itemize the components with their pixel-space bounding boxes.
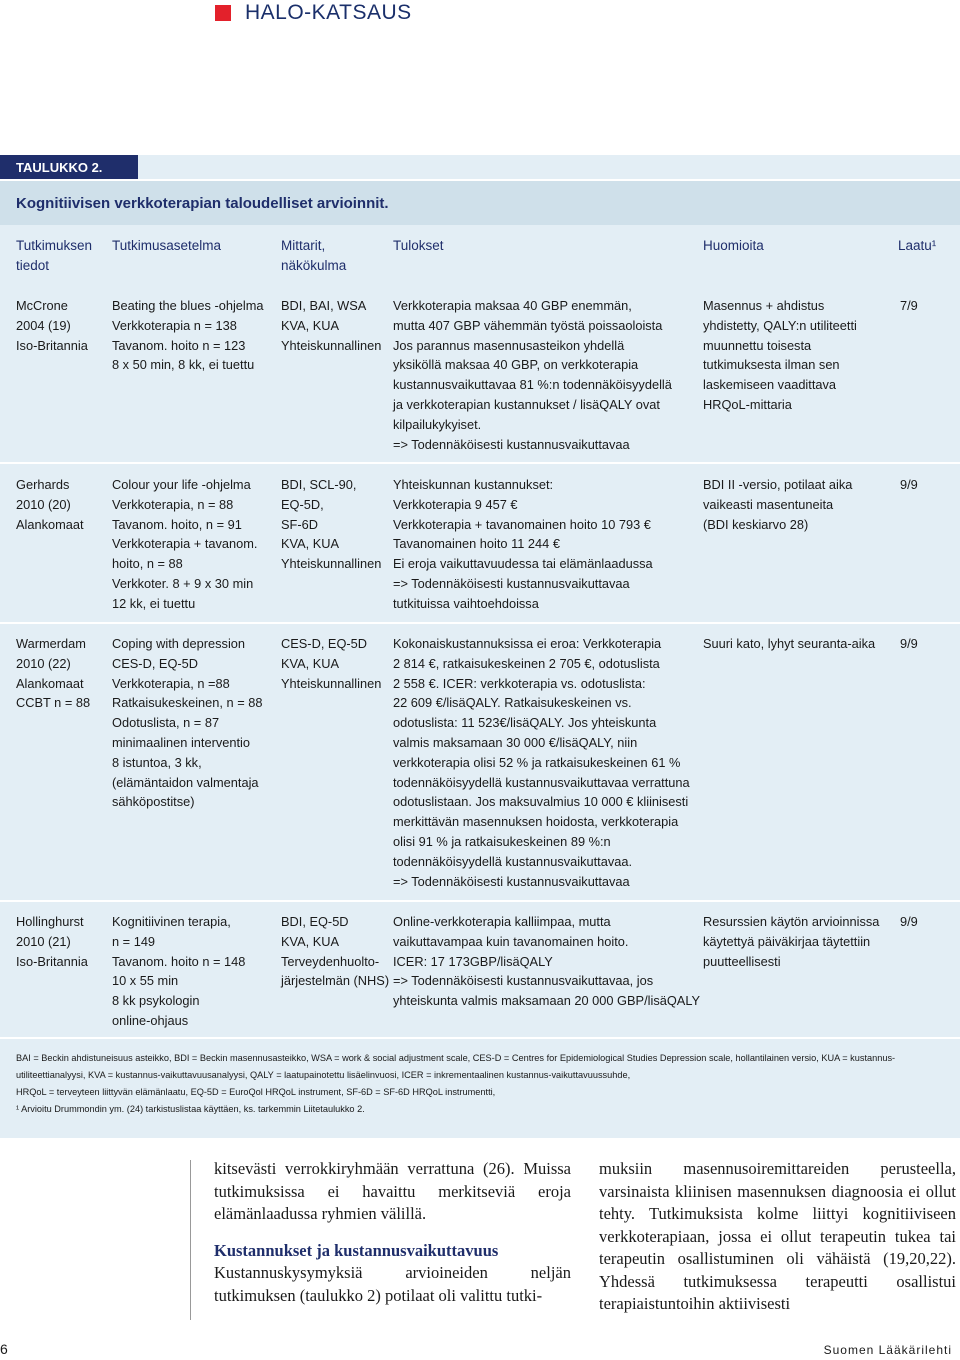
row1-study: McCrone 2004 (19) Iso-Britannia	[16, 298, 88, 353]
table-title: Kognitiivisen verkkoterapian taloudelliset arvioinnit.	[0, 181, 960, 225]
row4-measures: BDI, EQ-5D KVA, KUA Terveydenhuolto- järjestelmän (NHS)	[281, 914, 390, 989]
row1-results: Verkkoterapia maksaa 40 GBP enemmän, mutta 407 GBP vähemmän työstä poissaoloista Jos parannus masennusasteikon yhdellä yksiköllä maksaa 40 GBP, on verkkoterapia kustannusvaikuttavaa 81 %:n todennäköisyydellä ja verkkoterapian kustannukset / lisäQALY ovat kilpailukykyiset. => Todennäköisesti kustannusvaikuttavaa	[393, 298, 672, 452]
row2-quality: 9/9	[900, 477, 918, 492]
header-study: Tutkimuksen tiedot	[16, 238, 93, 273]
table-label: TAULUKKO 2.	[0, 155, 138, 179]
row2-design: Colour your life -ohjelma Verkkoterapia, n = 88 Tavanom. hoito, n = 91 Verkkoterapia + tavanom. hoito, n = 88 Verkkoter. 8 + 9 x 30 min 12 kk, ei tuettu	[112, 477, 258, 611]
footnote-line: BAI = Beckin ahdistuneisuus asteikko, BDI = Beckin masennusasteikko, WSA = work & social adjustment scale, CES-D = Centres for Epidemiological Studies Depression scale, hollantilainen versio, KUA = kustannus-	[16, 1053, 896, 1063]
section-title: HALO-KATSAUS	[245, 1, 412, 24]
row1-measures: BDI, BAI, WSA KVA, KUA Yhteiskunnallinen	[281, 298, 382, 353]
row2-study: Gerhards 2010 (20) Alankomaat	[16, 477, 84, 532]
table-footnotes	[16, 1050, 936, 1118]
row-separator	[0, 1037, 960, 1039]
article-paragraph: kitsevästi verrokkiryhmään verrattuna (26). Muissa tutkimuksissa ei havaittu merkitseviä eroja elämänlaadussa ryhmien välillä.	[214, 1159, 571, 1223]
row3-design: Coping with depression CES-D, EQ-5D Verkkoterapia, n =88 Ratkaisukeskeinen, n = 88 Odotuslista, n = 87 minimaalinen interventio 8 istuntoa, 3 kk, (elämäntaidon valmentaja sähköpostitse)	[112, 636, 263, 810]
row2-measures: BDI, SCL-90, EQ-5D, SF-6D KVA, KUA Yhteiskunnallinen	[281, 477, 382, 572]
header-quality: Laatu¹	[898, 238, 937, 253]
row4-results: Online-verkkoterapia kalliimpaa, mutta vaikuttavampaa kuin tavanomainen hoito. ICER: 17 173GBP/lisäQALY => Todennäköisesti kustannusvaikuttavaa, jos yhteiskunta valmis maksamaan 20 000 GBP/lisäQALY	[393, 914, 701, 1009]
header-design: Tutkimusasetelma	[112, 238, 222, 253]
row3-results: Kokonaiskustannuksissa ei eroa: Verkkoterapia 2 814 €, ratkaisukeskeinen 2 705 €, odotuslista 2 558 €. ICER: verkkoterapia vs. odotuslista: 22 609 €/lisäQALY. Ratkaisukeskeinen vs. odotuslista: 11 523€/lisäQALY. Jos yhteiskunta valmis maksamaan 30 000 €/lisäQALY, niin verkkoterapia olisi 52 % ja ratkaisukeskeinen 61 % todennäköisyydellä kustannusvaikuttavaa verrattuna odotuslistaan. Jos maksuvalmius 10 000 € kliinisesti merkittävän masennuksen hoidosta, verkkoterapia olisi 91 % ja ratkaisukeskeinen 89 %:n todennäköisyydellä kustannusvaikuttavaa. => Todennäköisesti kustannusvaikuttavaa	[393, 636, 690, 889]
footnote-line: HRQoL = terveyteen liittyvän elämänlaatu, EQ-5D = EuroQol HRQoL instrument, SF-6D = SF-6D HRQoL instrumentti,	[16, 1087, 496, 1097]
row-separator	[0, 622, 960, 624]
article-paragraph: muksiin masennusoiremittareiden perusteella, varsinaista kliinisen masennuksen diagnoosia ei ollut tehty. Tutkimuksista kolme liittyi kognitiiviseen verkkoterapiaan, jossa ei ollut terapeutin tukea tai terapeutin osallistuminen oli vähäistä (19,20,22). Yhdessä tutkimuksessa terapeutti osallistui terapiaistuntoihin aktiivisesti	[599, 1159, 956, 1313]
row3-quality: 9/9	[900, 636, 918, 651]
article-column-2	[599, 1158, 956, 1316]
row-separator	[0, 900, 960, 902]
red-square-icon	[215, 5, 231, 21]
footnote-line: utiliteettianalyysi, KVA = kustannus-vaikuttavuusanalyysi, QALY = laatupainotettu lisäelinvuosi, ICER = inkrementaalinen kustannus-vaikuttavuussuhde,	[16, 1070, 631, 1080]
row1-design: Beating the blues -ohjelma Verkkoterapia n = 138 Tavanom. hoito n = 123 8 x 50 min, 8 kk, ei tuettu	[112, 298, 264, 373]
row4-notes: Resurssien käytön arvioinnissa käytettyä päiväkirjaa täytettiin puutteellisesti	[703, 914, 880, 969]
header-results: Tulokset	[393, 238, 444, 253]
row-separator	[0, 462, 960, 464]
row3-measures: CES-D, EQ-5D KVA, KUA Yhteiskunnallinen	[281, 636, 382, 691]
row2-results: Yhteiskunnan kustannukset: Verkkoterapia 9 457 € Verkkoterapia + tavanomainen hoito 10 793 € Tavanomainen hoito 11 244 € Ei eroja vaikuttavuudessa tai elämänlaadussa => Todennäköisesti kustannusvaikuttavaa tutkituissa vaihtoehdoissa	[393, 477, 653, 611]
row1-quality: 7/9	[900, 298, 918, 313]
row4-study: Hollinghurst 2010 (21) Iso-Britannia	[16, 914, 88, 969]
row1-notes: Masennus + ahdistus yhdistetty, QALY:n utiliteetti muunnettu toisesta tutkimuksesta ilman sen laskemiseen vaadittava HRQoL-mittaria	[703, 298, 857, 412]
footnote-line: ¹ Arvioitu Drummondin ym. (24) tarkistuslistaa käyttäen, ks. tarkemmin Liitetaulukko 2.	[16, 1104, 365, 1114]
section-header	[215, 0, 412, 26]
row3-notes: Suuri kato, lyhyt seuranta-aika	[703, 636, 876, 651]
page-number: 6	[0, 1341, 8, 1357]
journal-name: Suomen Lääkärilehti	[823, 1343, 952, 1357]
row3-study: Warmerdam 2010 (22) Alankomaat CCBT n = 88	[16, 636, 91, 711]
row4-design: Kognitiivinen terapia, n = 149 Tavanom. hoito n = 148 10 x 55 min 8 kk psykologin online-ohjaus	[112, 914, 246, 1028]
article-subheading: Kustannukset ja kustannusvaikuttavuus	[214, 1240, 499, 1260]
article-paragraph: Kustannuskysymyksiä arvioineiden neljän tutkimuksen (taulukko 2) potilaat oli valittu tutki-	[214, 1263, 571, 1305]
column-rule	[190, 1160, 191, 1320]
header-notes: Huomioita	[703, 238, 764, 253]
row4-quality: 9/9	[900, 914, 918, 929]
row2-notes: BDI II -versio, potilaat aika vaikeasti masentuneita (BDI keskiarvo 28)	[703, 477, 853, 532]
article-column-1	[214, 1158, 571, 1307]
header-measures: Mittarit, näkökulma	[281, 238, 347, 273]
